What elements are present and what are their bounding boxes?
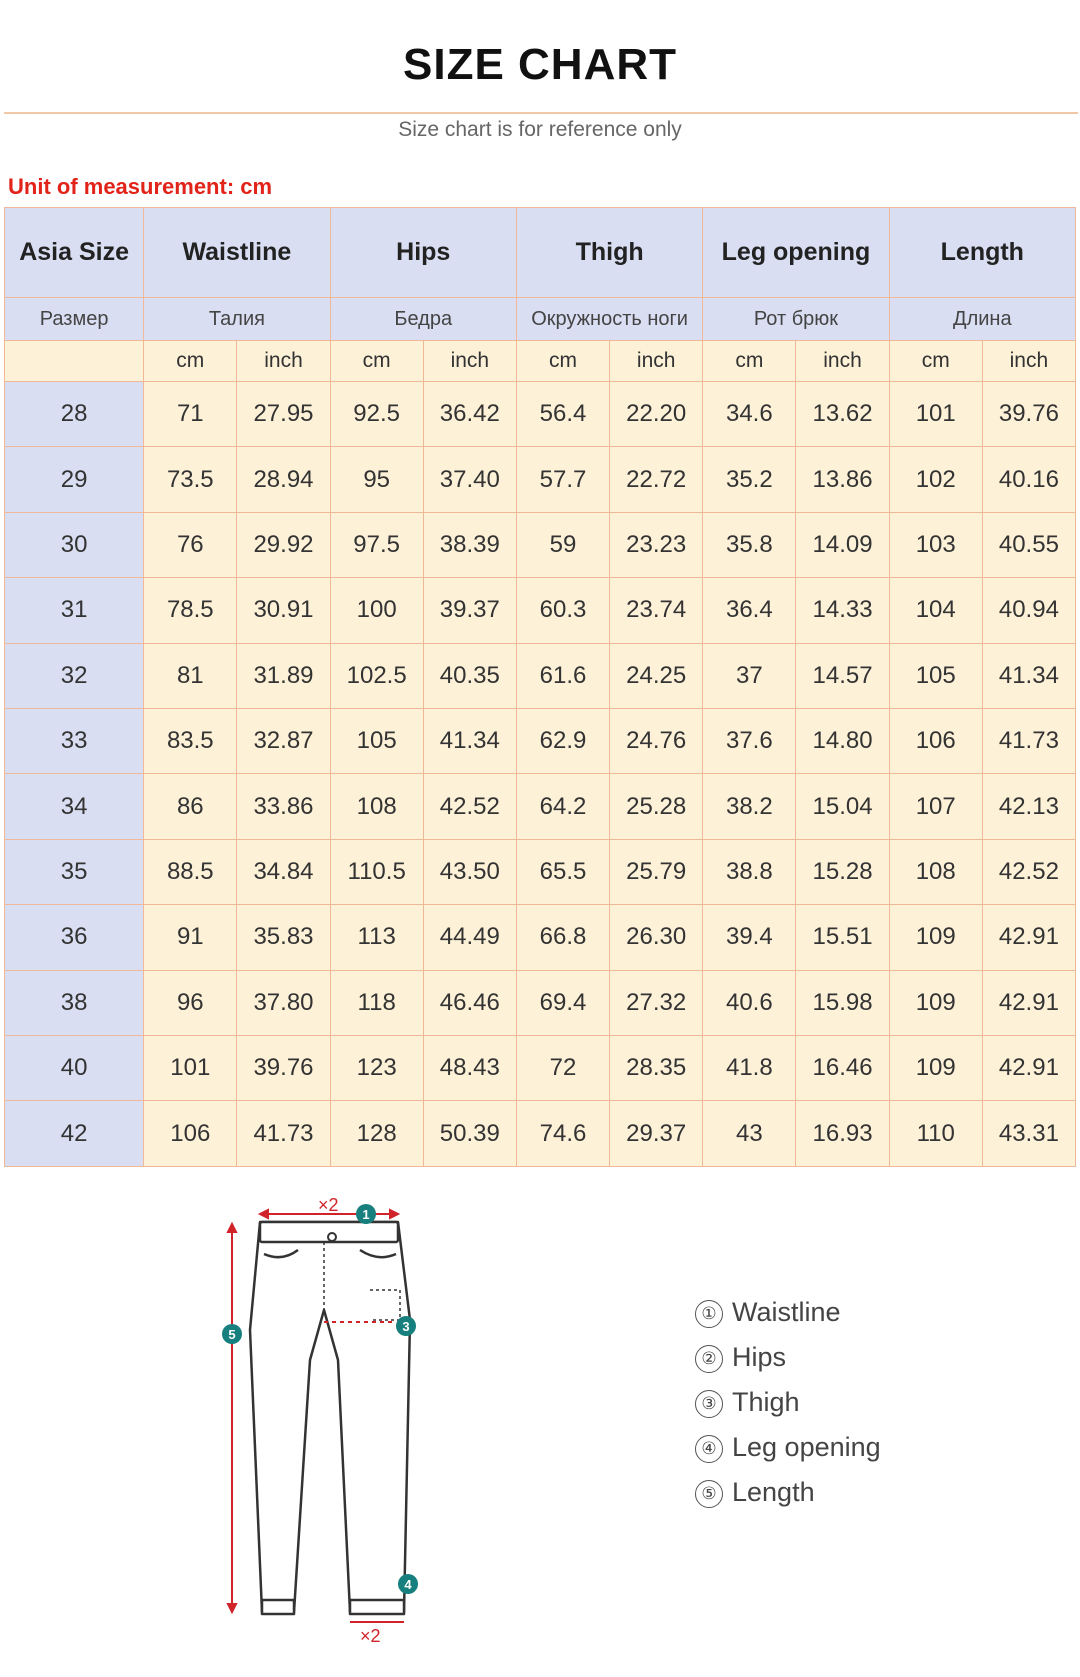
header-ru-thigh: Окружность ноги <box>516 298 702 341</box>
subtitle: Size chart is for reference only <box>398 118 682 141</box>
table-row <box>5 839 1076 904</box>
table-cell: 14.57 <box>796 643 889 708</box>
table-cell: 42.91 <box>982 905 1075 970</box>
header-leg-opening: Leg opening <box>703 208 889 298</box>
size-chart-table <box>4 207 1076 1167</box>
table-cell: 28.94 <box>237 447 330 512</box>
table-cell: 60.3 <box>516 578 609 643</box>
table-cell: 31.89 <box>237 643 330 708</box>
table-cell: 42.91 <box>982 1036 1075 1101</box>
header-ru-leg-opening: Рот брюк <box>703 298 889 341</box>
table-cell: 37.80 <box>237 970 330 1035</box>
table-cell: 100 <box>330 578 423 643</box>
table-cell: 109 <box>889 1036 982 1101</box>
table-cell: 66.8 <box>516 905 609 970</box>
table-cell: 25.28 <box>610 774 703 839</box>
table-cell: 40.94 <box>982 578 1075 643</box>
unit-row <box>5 341 1076 382</box>
table-cell: 101 <box>889 382 982 447</box>
table-cell: 44.49 <box>423 905 516 970</box>
table-cell: 40.35 <box>423 643 516 708</box>
table-cell: 39.37 <box>423 578 516 643</box>
table-cell: 43.31 <box>982 1101 1075 1167</box>
table-cell: 26.30 <box>610 905 703 970</box>
table-cell: 41.73 <box>982 709 1075 774</box>
header-ru-hips: Бедра <box>330 298 516 341</box>
table-row <box>5 512 1076 577</box>
measurement-legend <box>695 1290 881 1515</box>
table-cell: 74.6 <box>516 1101 609 1167</box>
table-cell: 37 <box>703 643 796 708</box>
legend-number: ③ <box>695 1390 723 1418</box>
table-row <box>5 382 1076 447</box>
table-cell: 123 <box>330 1036 423 1101</box>
table-cell: 39.76 <box>237 1036 330 1101</box>
table-cell: 15.51 <box>796 905 889 970</box>
legend-item-thigh <box>695 1380 881 1425</box>
table-cell: 103 <box>889 512 982 577</box>
table-cell: 107 <box>889 774 982 839</box>
size-cell: 34 <box>5 774 144 839</box>
table-cell: 38.2 <box>703 774 796 839</box>
table-cell: 28.35 <box>610 1036 703 1101</box>
table-cell: 72 <box>516 1036 609 1101</box>
table-cell: 76 <box>144 512 237 577</box>
table-cell: 38.8 <box>703 839 796 904</box>
pants-outline <box>250 1222 410 1614</box>
header-waistline: Waistline <box>144 208 330 298</box>
table-cell: 43 <box>703 1101 796 1167</box>
table-cell: 65.5 <box>516 839 609 904</box>
table-cell: 42.91 <box>982 970 1075 1035</box>
header-asia-size: Asia Size <box>5 208 144 298</box>
table-cell: 29.37 <box>610 1101 703 1167</box>
table-cell: 15.98 <box>796 970 889 1035</box>
table-cell: 29.92 <box>237 512 330 577</box>
table-cell: 13.86 <box>796 447 889 512</box>
table-cell: 48.43 <box>423 1036 516 1101</box>
size-cell: 30 <box>5 512 144 577</box>
svg-text:4: 4 <box>404 1577 412 1592</box>
unit-cm: cm <box>144 341 237 382</box>
table-row <box>5 970 1076 1035</box>
table-cell: 105 <box>330 709 423 774</box>
header-ru-length: Длина <box>889 298 1075 341</box>
header-hips: Hips <box>330 208 516 298</box>
unit-inch: inch <box>423 341 516 382</box>
table-cell: 32.87 <box>237 709 330 774</box>
table-cell: 128 <box>330 1101 423 1167</box>
pants-diagram <box>220 1195 460 1650</box>
table-cell: 42.52 <box>423 774 516 839</box>
table-cell: 37.6 <box>703 709 796 774</box>
size-cell: 31 <box>5 578 144 643</box>
legend-item-waistline <box>695 1290 881 1335</box>
size-cell: 32 <box>5 643 144 708</box>
table-cell: 109 <box>889 970 982 1035</box>
table-cell: 106 <box>889 709 982 774</box>
leg-multiplier-label: ×2 <box>360 1626 381 1646</box>
table-cell: 46.46 <box>423 970 516 1035</box>
page-title: SIZE CHART <box>403 40 677 89</box>
table-cell: 40.55 <box>982 512 1075 577</box>
table-cell: 22.72 <box>610 447 703 512</box>
legend-number: ② <box>695 1345 723 1373</box>
table-cell: 64.2 <box>516 774 609 839</box>
table-cell: 39.76 <box>982 382 1075 447</box>
table-cell: 42.52 <box>982 839 1075 904</box>
table-cell: 42.13 <box>982 774 1075 839</box>
size-cell: 28 <box>5 382 144 447</box>
table-cell: 106 <box>144 1101 237 1167</box>
table-cell: 23.23 <box>610 512 703 577</box>
table-cell: 113 <box>330 905 423 970</box>
table-cell: 78.5 <box>144 578 237 643</box>
table-cell: 40.6 <box>703 970 796 1035</box>
legend-item-hips <box>695 1335 881 1380</box>
table-cell: 24.25 <box>610 643 703 708</box>
header-row-russian <box>5 298 1076 341</box>
table-row <box>5 643 1076 708</box>
legend-item-length <box>695 1470 881 1515</box>
table-cell: 37.40 <box>423 447 516 512</box>
table-cell: 95 <box>330 447 423 512</box>
header-row <box>5 208 1076 298</box>
header-ru-waistline: Талия <box>144 298 330 341</box>
size-cell: 29 <box>5 447 144 512</box>
table-cell: 81 <box>144 643 237 708</box>
table-cell: 110.5 <box>330 839 423 904</box>
table-cell: 104 <box>889 578 982 643</box>
size-cell: 35 <box>5 839 144 904</box>
size-cell: 40 <box>5 1036 144 1101</box>
unit-inch: inch <box>237 341 330 382</box>
unit-inch: inch <box>982 341 1075 382</box>
legend-item-leg-opening <box>695 1425 881 1470</box>
table-cell: 118 <box>330 970 423 1035</box>
table-cell: 36.42 <box>423 382 516 447</box>
table-cell: 27.32 <box>610 970 703 1035</box>
table-cell: 41.34 <box>423 709 516 774</box>
table-cell: 92.5 <box>330 382 423 447</box>
waist-multiplier-label: ×2 <box>318 1195 339 1215</box>
marker-4 <box>398 1574 418 1594</box>
table-cell: 14.80 <box>796 709 889 774</box>
unit-row-empty <box>5 341 144 382</box>
table-cell: 41.34 <box>982 643 1075 708</box>
header-ru-size: Размер <box>5 298 144 341</box>
table-cell: 41.73 <box>237 1101 330 1167</box>
table-row <box>5 905 1076 970</box>
unit-cm: cm <box>703 341 796 382</box>
legend-label: Leg opening <box>732 1432 881 1462</box>
table-row <box>5 709 1076 774</box>
marker-3 <box>396 1316 416 1336</box>
table-row <box>5 578 1076 643</box>
table-cell: 35.8 <box>703 512 796 577</box>
svg-text:5: 5 <box>228 1327 236 1342</box>
svg-text:3: 3 <box>402 1319 410 1334</box>
table-cell: 35.2 <box>703 447 796 512</box>
table-cell: 14.09 <box>796 512 889 577</box>
table-cell: 39.4 <box>703 905 796 970</box>
table-cell: 14.33 <box>796 578 889 643</box>
table-row <box>5 447 1076 512</box>
table-cell: 38.39 <box>423 512 516 577</box>
table-cell: 43.50 <box>423 839 516 904</box>
table-cell: 16.46 <box>796 1036 889 1101</box>
table-cell: 110 <box>889 1101 982 1167</box>
table-cell: 50.39 <box>423 1101 516 1167</box>
table-cell: 15.28 <box>796 839 889 904</box>
table-cell: 86 <box>144 774 237 839</box>
table-cell: 97.5 <box>330 512 423 577</box>
unit-cm: cm <box>516 341 609 382</box>
size-cell: 38 <box>5 970 144 1035</box>
table-cell: 36.4 <box>703 578 796 643</box>
table-cell: 34.84 <box>237 839 330 904</box>
unit-inch: inch <box>796 341 889 382</box>
table-cell: 22.20 <box>610 382 703 447</box>
legend-label: Hips <box>732 1342 787 1372</box>
svg-text:1: 1 <box>362 1207 370 1222</box>
table-cell: 62.9 <box>516 709 609 774</box>
title-divider <box>4 112 1078 114</box>
header-length: Length <box>889 208 1075 298</box>
unit-inch: inch <box>610 341 703 382</box>
table-cell: 88.5 <box>144 839 237 904</box>
legend-number: ⑤ <box>695 1480 723 1508</box>
table-cell: 16.93 <box>796 1101 889 1167</box>
legend-number: ④ <box>695 1435 723 1463</box>
marker-1 <box>356 1204 376 1224</box>
table-cell: 96 <box>144 970 237 1035</box>
table-row <box>5 1101 1076 1167</box>
table-cell: 33.86 <box>237 774 330 839</box>
table-row <box>5 774 1076 839</box>
table-cell: 13.62 <box>796 382 889 447</box>
legend-label: Thigh <box>732 1387 800 1417</box>
table-cell: 27.95 <box>237 382 330 447</box>
legend-label: Length <box>732 1477 815 1507</box>
table-cell: 34.6 <box>703 382 796 447</box>
table-cell: 91 <box>144 905 237 970</box>
table-cell: 40.16 <box>982 447 1075 512</box>
marker-5 <box>222 1324 242 1344</box>
table-cell: 41.8 <box>703 1036 796 1101</box>
table-cell: 102.5 <box>330 643 423 708</box>
header-thigh: Thigh <box>516 208 702 298</box>
table-cell: 73.5 <box>144 447 237 512</box>
table-cell: 61.6 <box>516 643 609 708</box>
unit-cm: cm <box>889 341 982 382</box>
table-cell: 25.79 <box>610 839 703 904</box>
table-cell: 108 <box>889 839 982 904</box>
size-cell: 42 <box>5 1101 144 1167</box>
size-cell: 33 <box>5 709 144 774</box>
table-cell: 105 <box>889 643 982 708</box>
table-cell: 56.4 <box>516 382 609 447</box>
table-cell: 59 <box>516 512 609 577</box>
table-cell: 71 <box>144 382 237 447</box>
legend-label: Waistline <box>732 1297 841 1327</box>
size-cell: 36 <box>5 905 144 970</box>
table-cell: 101 <box>144 1036 237 1101</box>
table-cell: 102 <box>889 447 982 512</box>
table-cell: 23.74 <box>610 578 703 643</box>
unit-cm: cm <box>330 341 423 382</box>
table-cell: 15.04 <box>796 774 889 839</box>
table-cell: 24.76 <box>610 709 703 774</box>
table-cell: 69.4 <box>516 970 609 1035</box>
unit-note: Unit of measurement: cm <box>8 174 273 199</box>
table-cell: 108 <box>330 774 423 839</box>
table-cell: 109 <box>889 905 982 970</box>
table-row <box>5 1036 1076 1101</box>
table-body <box>5 382 1076 1167</box>
table-cell: 30.91 <box>237 578 330 643</box>
table-cell: 35.83 <box>237 905 330 970</box>
table-cell: 83.5 <box>144 709 237 774</box>
legend-number: ① <box>695 1300 723 1328</box>
table-cell: 57.7 <box>516 447 609 512</box>
